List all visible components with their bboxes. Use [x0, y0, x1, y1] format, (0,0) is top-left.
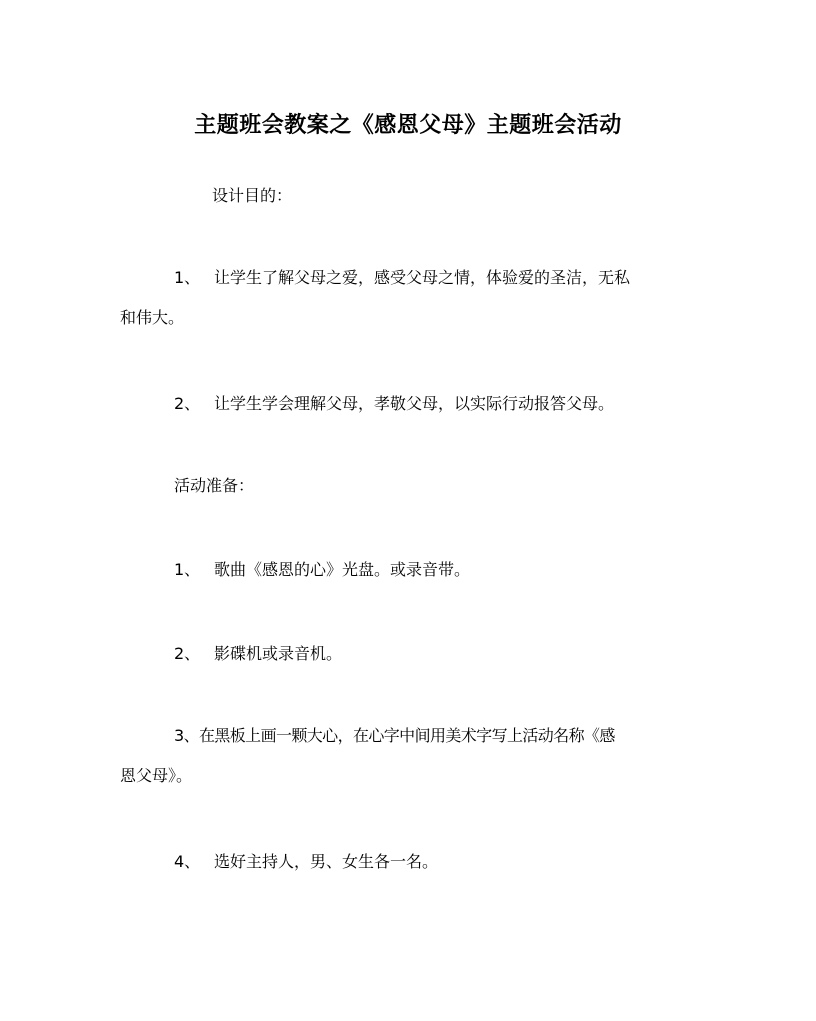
list-text: 让学生了解父母之爱，感受父母之情，体验爱的圣洁，无私 — [214, 268, 631, 287]
prep-item-4 — [174, 842, 764, 882]
list-number: 2、 — [174, 644, 201, 663]
prep-item-2 — [174, 634, 764, 674]
prep-item-1 — [174, 550, 764, 590]
prep-item-3-line2: 恩父母》。 — [120, 766, 193, 785]
list-text: 选好主持人，男、女生各一名。 — [214, 852, 439, 871]
document-title: 主题班会教案之《感恩父母》主题班会活动 — [194, 112, 622, 138]
section-heading-purpose: 设计目的： — [212, 186, 293, 205]
purpose-item-2 — [174, 384, 764, 424]
list-text: 歌曲《感恩的心》光盘。或录音带。 — [214, 560, 471, 579]
purpose-item-1-line2: 和伟大。 — [120, 308, 185, 327]
list-text: 影碟机或录音机。 — [214, 644, 343, 663]
list-number: 2、 — [174, 394, 201, 413]
list-text: 让学生学会理解父母，孝敬父母，以实际行动报答父母。 — [214, 394, 615, 413]
list-number: 4、 — [174, 852, 201, 871]
purpose-item-1-line1 — [174, 258, 764, 298]
section-heading-prep: 活动准备： — [174, 476, 255, 495]
list-number: 1、 — [174, 268, 201, 287]
prep-item-3-line1: 3、在黑板上画一颗大心，在心字中间用美术字写上活动名称《感 — [174, 726, 615, 745]
list-number: 1、 — [174, 560, 201, 579]
